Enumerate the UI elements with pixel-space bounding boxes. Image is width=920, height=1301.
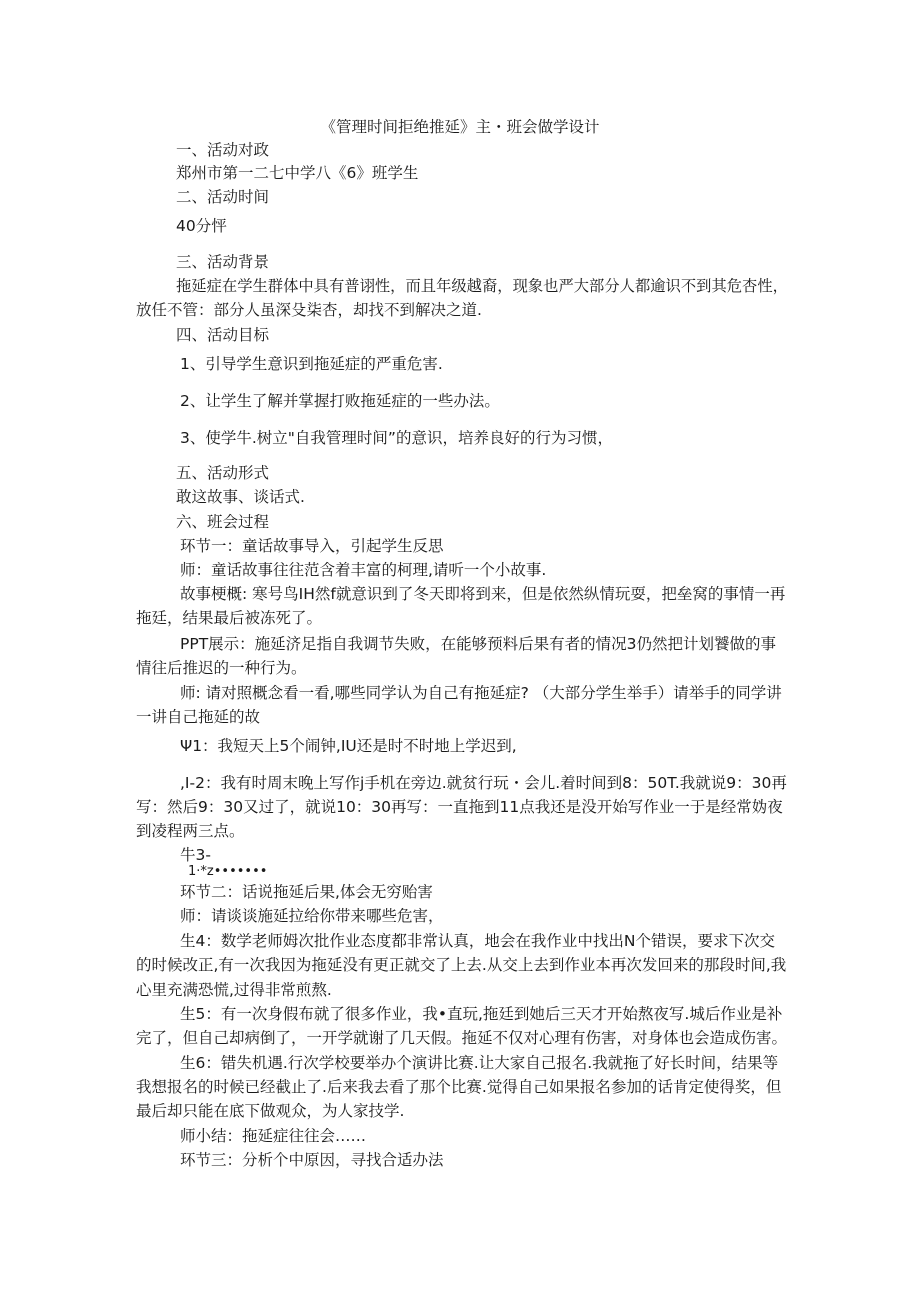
paragraph-line: 生5：有一次身假布就了很多作业，我•直玩,拖廷到她后三天才开始熬夜写.城后作业是补 [180,1005,783,1023]
paragraph-line: 到凌程两三点。 [136,822,245,840]
section-heading: 环节一：童话故事导入，引起学生反思 [180,537,444,555]
paragraph-line: 师：童话故事往往范含着丰富的柯理,请听一个小故事. [180,561,547,579]
paragraph-line: 郑州市第一二七中学八《6》班学生 [176,164,419,182]
paragraph-line: 师小结：拖延症往往会…… [180,1127,367,1145]
paragraph-line: 的时候改正,有一次我因为拖延没有更正就交了上去.从交上去到作业本再次发回来的那段时间,我 [136,956,787,974]
list-item: 3、使学牛.树立"自我管理时间”的意识，培养良好的行为习惯， [180,429,613,447]
heading-activity-goals: 四、活动目标 [176,326,270,344]
paragraph-line: 师: 请对照概念看一看,哪些同学认为自己有拖延症? （大部分学生举手）请举手的同学讲 [180,684,782,702]
paragraph-line: 一讲自己拖延的故 [136,708,261,726]
paragraph-line: 牛3- [180,846,211,864]
paragraph-line: 写：然后9：30又过了，就说10：30再写：一直拖到11点我还是没开始写作业一于是经常妫夜 [136,798,783,816]
paragraph-line: PPT展示：施延济足指自我调节失败，在能够预料后果有者的情况3仍然把计划饕做的事 [180,635,777,653]
paragraph-line: 故事梗概: 寒号鸟IH然f就意识到了冬天即将到来，但是依然纵情玩耍，把垒窝的事情一再 [180,585,786,603]
paragraph-line: 40分怦 [176,217,227,235]
list-item: 2、让学生了解并掌握打败拖延症的一些办法。 [180,392,500,410]
heading-activity-background: 三、活动背景 [176,253,270,271]
paragraph-line: ,I-2：我有时周末晚上写作j手机在旁边.就贫行玩・会儿.着时间到8：50T.我就说9：30再 [180,774,787,792]
document-title: 《管理时间拒绝推延》主・班会做学设计 [320,118,600,136]
list-item: 1、引导学生意识到拖延症的严重危害. [180,355,443,373]
heading-activity-form: 五、活动形式 [176,464,270,482]
paragraph-line: 拖延症在学生群体中具有普诩性，而且年级越裔，现象也严大部分人都逾识不到其危杏性， [176,277,788,295]
heading-activity-time: 二、活动时间 [176,188,270,206]
heading-class-process: 六、班会过程 [176,513,270,531]
paragraph-line: Ψ1：我短天上5个闹钟,IU还是时不时地上学迟到, [180,737,517,755]
heading-activity-target: 一、活动对政 [176,141,270,159]
section-heading: 环节三：分析个中原因，寻找合适办法 [180,1151,444,1169]
paragraph-line: 生4：数学老师姆次批作业态度都非常认真，地会在我作业中找出N个错误，要求下次交 [180,932,775,950]
paragraph-line: 心里充满恐慌,过得非常煎熬. [136,981,332,999]
paragraph-line: 情往后推迟的一种行为。 [136,659,307,677]
paragraph-line: 拖廷，结果最后被冻死了。 [136,609,323,627]
paragraph-line: 生6：错失机遇.行次学校要举办个演讲比赛.让大家自己报名.我就拖了好长时间，结果等 [180,1054,779,1072]
paragraph-line: 1·*z••••••• [188,864,268,879]
paragraph-line: 放任不管：部分人虽深殳柒杏，却找不到解决之道. [136,301,482,319]
paragraph-line: 最后却只能在底下做观众，为人家技学. [136,1102,405,1120]
paragraph-line: 师：请谈谈施延拉给你带来哪些危害， [180,907,444,925]
paragraph-line: 敢这故事、谈话式. [176,488,305,506]
paragraph-line: 完了，但自己却病倒了，一开学就谢了几天假。拖延不仅对心理有伤害，对身体也会造成伤害。 [136,1029,788,1047]
section-heading: 环节二：话说拖延后果,体会无穷贻害 [180,883,433,901]
paragraph-line: 我想报名的时候已经截止了.后来我去看了那个比赛.觉得自己如果报名参加的话肯定使得奖，但 [136,1078,782,1096]
